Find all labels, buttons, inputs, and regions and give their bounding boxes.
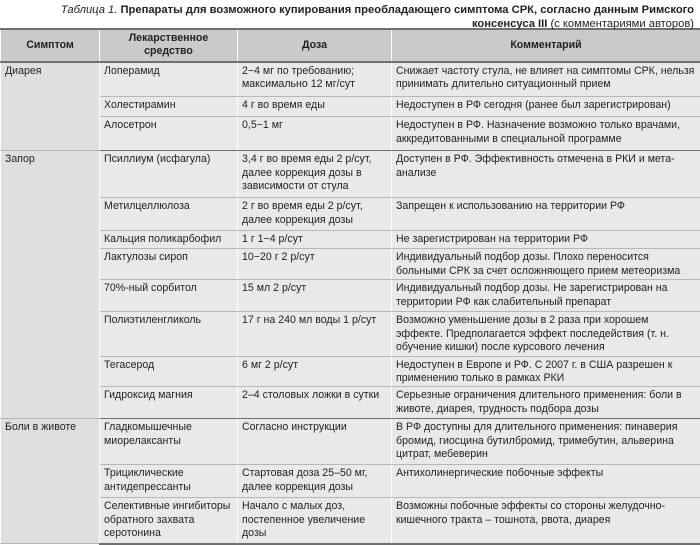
- drug-cell: Гладкомышечные миорелаксанты: [100, 419, 238, 465]
- dose-cell: 2−4 мг по требованию; максимально 12 мг/сут: [238, 62, 392, 97]
- header-row: [1, 29, 700, 62]
- dose-cell: 15 мл 2 р/сут: [238, 280, 392, 312]
- comment-cell: Запрещен к использованию на территории РФ: [392, 198, 700, 231]
- drug-cell: Полиэтиленгликоль: [100, 312, 238, 356]
- table-row: [1, 62, 700, 97]
- comment-cell: Индивидуальный подбор дозы. Плохо переносится больными СРК за счет осложняющего прием метеоризма: [392, 249, 700, 280]
- comment-cell: Недоступен в Европе и РФ. С 2007 г. в США разрешен к применению только в рамках РКИ: [392, 356, 700, 387]
- caption-label: Таблица 1.: [61, 4, 118, 16]
- drug-cell: Псиллиум (исфагула): [100, 151, 238, 198]
- dose-cell: 2–4 столовых ложки в сутки: [238, 387, 392, 419]
- dose-cell: 1 г 1−4 р/сут: [238, 231, 392, 249]
- table-row: [1, 356, 700, 387]
- dose-cell: 2 г во время еды 2 р/сут, далее коррекция дозы: [238, 198, 392, 231]
- comment-cell: Снижает частоту стула, не влияет на симптомы СРК, нельзя принимать длительно ситуационный прием: [392, 62, 700, 97]
- caption-note: (с комментариями авторов): [550, 18, 694, 30]
- drug-cell: Трициклические антидепрессанты: [100, 465, 238, 498]
- dose-cell: Начало с малых доз, постепенное увеличение дозы: [238, 498, 392, 544]
- symptom-cell: Диарея: [1, 62, 100, 151]
- table-row: [1, 151, 700, 198]
- dose-cell: 3,4 г во время еды 2 р/сут, далее коррекция дозы в зависимости от стула: [238, 151, 392, 198]
- dose-cell: 4 г во время еды: [238, 97, 392, 117]
- table-row: [1, 498, 700, 544]
- comment-cell: Серьезные ограничения длительного применения: боли в животе, диарея, трудность подбора дозы: [392, 387, 700, 419]
- drug-cell: Метилцеллюлоза: [100, 198, 238, 231]
- comment-cell: Индивидуальный подбор дозы. Не зарегистрирован на территории РФ как слабительный препарат: [392, 280, 700, 312]
- drug-cell: 70%-ный сорбитол: [100, 280, 238, 312]
- dose-cell: Стартовая доза 25–50 мг, далее коррекция дозы: [238, 465, 392, 498]
- drug-cell: Гидроксид магния: [100, 387, 238, 419]
- symptom-cell: Запор: [1, 151, 100, 419]
- comment-cell: Недоступен в РФ сегодня (ранее был зарегистрирован): [392, 97, 700, 117]
- dose-cell: Согласно инструкции: [238, 419, 392, 465]
- comment-cell: Возможны побочные эффекты со стороны желудочно-кишечного тракта – тошнота, рвота, диарея: [392, 498, 700, 544]
- drug-cell: Холестирамин: [100, 97, 238, 117]
- drug-cell: Кальция поликарбофил: [100, 231, 238, 249]
- table-row: [1, 419, 700, 465]
- table-row: [1, 97, 700, 117]
- table-caption: [0, 0, 700, 28]
- header-drug: Лекарственное средство: [100, 29, 238, 62]
- table-row: [1, 249, 700, 280]
- table-row: [1, 117, 700, 151]
- dose-cell: 0,5−1 мг: [238, 117, 392, 151]
- drug-cell: Тегасерод: [100, 356, 238, 387]
- comment-cell: Доступен в РФ. Эффективность отмечена в РКИ и мета-анализе: [392, 151, 700, 198]
- comment-cell: Возможно уменьшение дозы в 2 раза при хорошем эффекте. Предполагается эффект последействия (т. н. обучение кишки) после курсового лечения: [392, 312, 700, 356]
- comment-cell: Не зарегистрирован на территории РФ: [392, 231, 700, 249]
- table-row: [1, 280, 700, 312]
- caption-title: Препараты для возможного купирования преобладающего симптома СРК, согласно данным Римского консенсуса III: [120, 4, 694, 30]
- table-row: [1, 465, 700, 498]
- header-dose: Доза: [238, 29, 392, 62]
- table-row: [1, 312, 700, 356]
- dose-cell: 10−20 г 2 р/сут: [238, 249, 392, 280]
- header-comment: Комментарий: [392, 29, 700, 62]
- drug-cell: Лоперамид: [100, 62, 238, 97]
- drug-cell: Лактулозы сироп: [100, 249, 238, 280]
- table-row: [1, 198, 700, 231]
- comment-cell: Антихолинергические побочные эффекты: [392, 465, 700, 498]
- symptom-cell: Боли в животе: [1, 419, 100, 544]
- table-row: [1, 231, 700, 249]
- dose-cell: 6 мг 2 р/сут: [238, 356, 392, 387]
- drug-cell: Алосетрон: [100, 117, 238, 151]
- table-row: [1, 387, 700, 419]
- drug-table: [0, 28, 700, 545]
- header-symptom: Симптом: [1, 29, 100, 62]
- dose-cell: 17 г на 240 мл воды 1 р/сут: [238, 312, 392, 356]
- drug-cell: Селективные ингибиторы обратного захвата серотонина: [100, 498, 238, 544]
- comment-cell: Недоступен в РФ. Назначение возможно только врачами, аккредитованными в специальной программе: [392, 117, 700, 151]
- comment-cell: В РФ доступны для длительного применения: пинаверия бромид, гиосцина бутилбромид, тримебутин, альверина цитрат, мебеверин: [392, 419, 700, 465]
